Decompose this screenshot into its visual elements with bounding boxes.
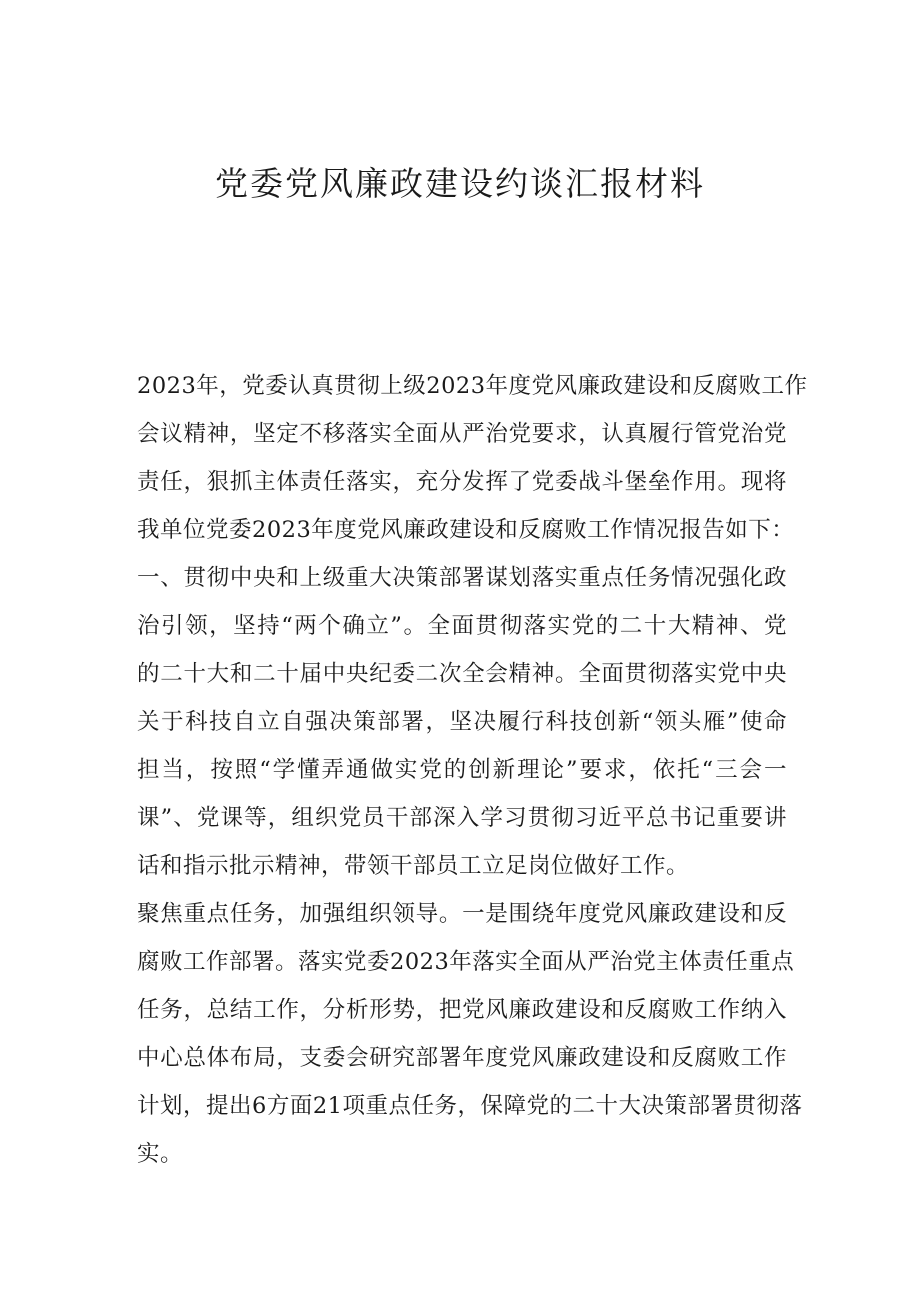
body-line: 计划，提出6方面21项重点任务，保障党的二十大决策部署贯彻落: [137, 1093, 803, 1119]
body-line: 关于科技自立自强决策部署，坚决履行科技创新“领头雁”使命: [137, 709, 787, 735]
body-line: 的二十大和二十届中央纪委二次全会精神。全面贯彻落实党中央: [137, 661, 787, 687]
body-line: 任务，总结工作，分析形势，把党风廉政建设和反腐败工作纳入: [137, 997, 787, 1023]
body-line: 责任，狠抓主体责任落实，充分发挥了党委战斗堡垒作用。现将: [137, 469, 787, 495]
body-line: 课”、党课等，组织党员干部深入学习贯彻习近平总书记重要讲: [137, 805, 787, 831]
body-line: 我单位党委2023年度党风廉政建设和反腐败工作情况报告如下：: [137, 517, 795, 543]
document-title: 党委党风廉政建设约谈汇报材料: [215, 164, 705, 203]
body-line: 治引领，坚持“两个确立”。全面贯彻落实党的二十大精神、党: [137, 613, 787, 639]
body-line: 一、贯彻中央和上级重大决策部署谋划落实重点任务情况强化政: [137, 565, 787, 591]
body-line: 实。: [137, 1141, 184, 1167]
body-line: 会议精神，坚定不移落实全面从严治党要求，认真履行管党治党: [137, 421, 787, 447]
body-line: 话和指示批示精神，带领干部员工立足岗位做好工作。: [137, 853, 690, 879]
body-line: 聚焦重点任务，加强组织领导。一是围绕年度党风廉政建设和反: [137, 901, 787, 927]
body-line: 担当，按照“学懂弄通做实党的创新理论”要求，依托“三会一: [137, 757, 787, 783]
body-line: 2023年，党委认真贯彻上级2023年度党风廉政建设和反腐败工作: [137, 373, 808, 399]
body-line: 中心总体布局，支委会研究部署年度党风廉政建设和反腐败工作: [137, 1045, 787, 1071]
body-line: 腐败工作部署。落实党委2023年落实全面从严治党主体责任重点: [137, 949, 795, 975]
document-body: [137, 362, 808, 1178]
